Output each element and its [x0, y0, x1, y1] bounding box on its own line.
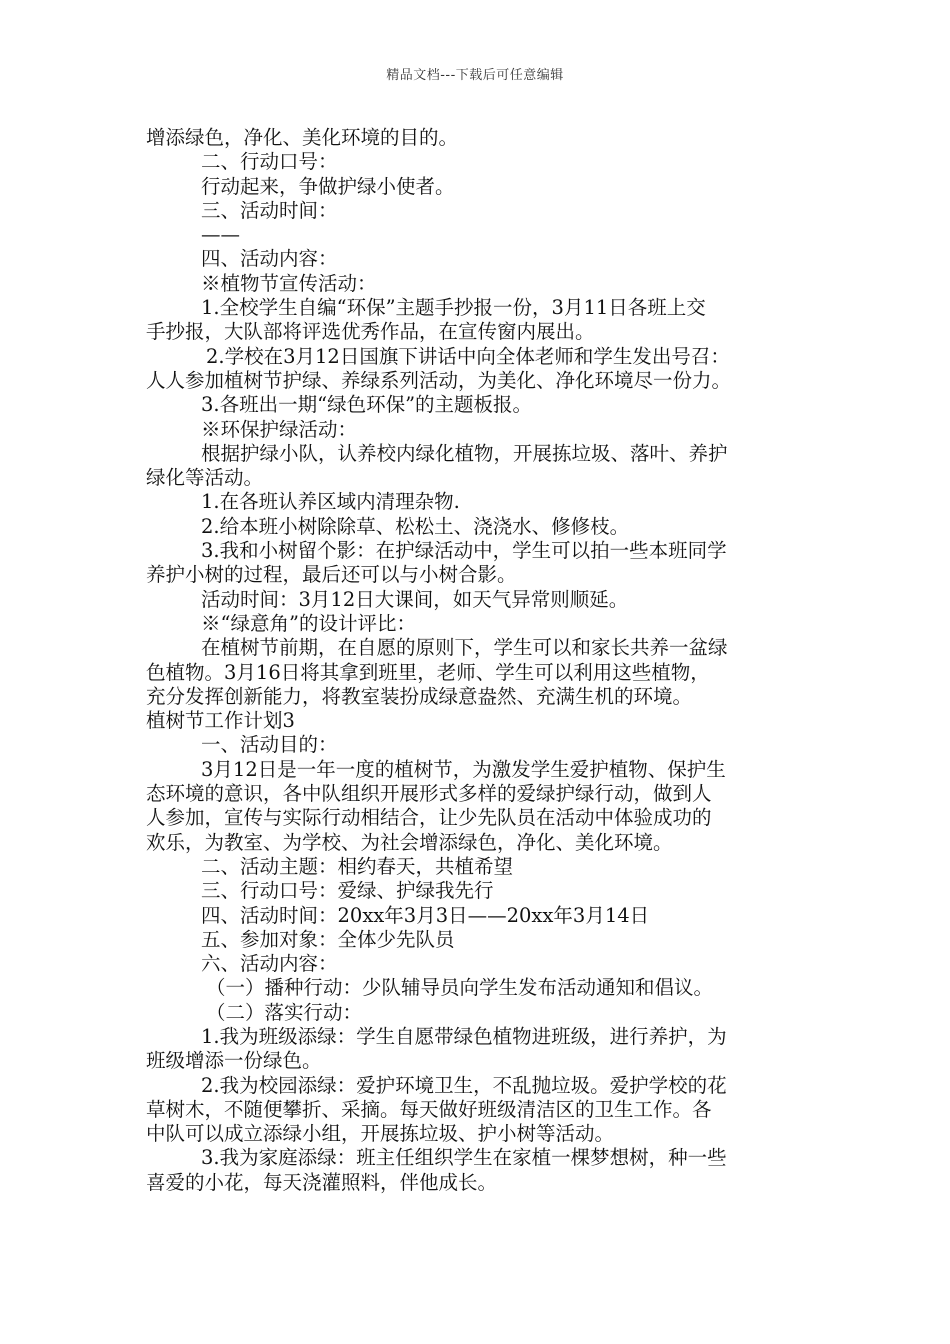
text-line: 草树木，不随便攀折、采摘。每天做好班级清洁区的卫生工作。各 — [146, 1097, 712, 1121]
text-line: 喜爱的小花，每天浇灌照料，伴他成长。 — [146, 1170, 498, 1194]
text-line: 1.我为班级添绿：学生自愿带绿色植物进班级，进行养护，为 — [201, 1024, 727, 1048]
text-line: 班级增添一份绿色。 — [146, 1049, 322, 1073]
text-line: 3.我为家庭添绿：班主任组织学生在家植一棵梦想树，种一些 — [201, 1146, 727, 1170]
text-line: 3.我和小树留个影：在护绿活动中，学生可以拍一些本班同学 — [201, 539, 727, 563]
plan-title: 植树节工作计划3 — [146, 709, 295, 733]
text-line: 充分发挥创新能力，将教室装扮成绿意盎然、充满生机的环境。 — [146, 684, 693, 708]
text-line: 色植物。3月16日将其拿到班里，老师、学生可以利用这些植物， — [146, 660, 710, 684]
text-line: 1.在各班认养区域内清理杂物. — [201, 490, 460, 514]
section-heading: 四、活动时间：20xx年3月3日——20xx年3月14日 — [201, 903, 650, 927]
section-heading: 六、活动内容： — [201, 952, 338, 976]
text-line: 2.学校在3月12日国旗下讲话中向全体老师和学生发出号召： — [206, 344, 730, 368]
text-line: 绿化等活动。 — [146, 466, 264, 490]
section-heading: 三、行动口号：爱绿、护绿我先行 — [201, 879, 494, 903]
section-heading: 五、参加对象：全体少先队员 — [201, 927, 455, 951]
section-heading: 二、活动主题：相约春天，共植希望 — [201, 854, 514, 878]
text-line: 行动起来，争做护绿小使者。 — [201, 174, 455, 198]
text-line: 1.全校学生自编“环保”主题手抄报一份，3月11日各班上交 — [201, 296, 706, 320]
subsection-heading: ※植物节宣传活动： — [201, 271, 377, 295]
subsection-heading: ※环保护绿活动： — [201, 417, 358, 441]
text-line: 2.给本班小树除除草、松松土、浇浇水、修修枝。 — [201, 514, 630, 538]
text-line: 人参加，宣传与实际行动相结合，让少先队员在活动中体验成功的 — [146, 806, 712, 830]
subsection-heading: ※“绿意角”的设计评比： — [201, 611, 416, 635]
text-line: 2.我为校园添绿：爱护环境卫生，不乱抛垃圾。爱护学校的花 — [201, 1073, 727, 1097]
text-line: 中队可以成立添绿小组，开展拣垃圾、护小树等活动。 — [146, 1122, 615, 1146]
text-line: 3.各班出一期“绿色环保”的主题板报。 — [201, 393, 533, 417]
text-line: 根据护绿小队，认养校内绿化植物，开展拣垃圾、落叶、养护 — [201, 441, 728, 465]
document-body — [146, 126, 816, 1195]
section-heading: 三、活动时间： — [201, 198, 338, 222]
text-line: 欢乐，为教室、为学校、为社会增添绿色，净化、美化环境。 — [146, 830, 673, 854]
page-header: 精品文档---下载后可任意编辑 — [386, 68, 564, 83]
text-line: 3月12日是一年一度的植树节，为激发学生爱护植物、保护生 — [201, 757, 726, 781]
text-line: 态环境的意识，各中队组织开展形式多样的爱绿护绿行动，做到人 — [146, 782, 712, 806]
section-heading: 四、活动内容： — [201, 247, 338, 271]
section-heading: 一、活动目的： — [201, 733, 338, 757]
text-line: 手抄报，大队部将评选优秀作品，在宣传窗内展出。 — [146, 320, 595, 344]
section-heading: 二、行动口号： — [201, 150, 338, 174]
text-line: 在植树节前期，在自愿的原则下，学生可以和家长共养一盆绿 — [201, 636, 728, 660]
subsection-heading: （二）落实行动： — [206, 1000, 363, 1024]
text-line: —— — [201, 223, 240, 247]
subsection-heading: （一）播种行动：少队辅导员向学生发布活动通知和倡议。 — [206, 976, 714, 1000]
text-line: 增添绿色，净化、美化环境的目的。 — [146, 126, 459, 149]
text-line: 养护小树的过程，最后还可以与小树合影。 — [146, 563, 517, 587]
text-line: 人人参加植树节护绿、养绿系列活动，为美化、净化环境尽一份力。 — [146, 368, 732, 392]
text-line: 活动时间：3月12日大课间，如天气异常则顺延。 — [201, 587, 629, 611]
